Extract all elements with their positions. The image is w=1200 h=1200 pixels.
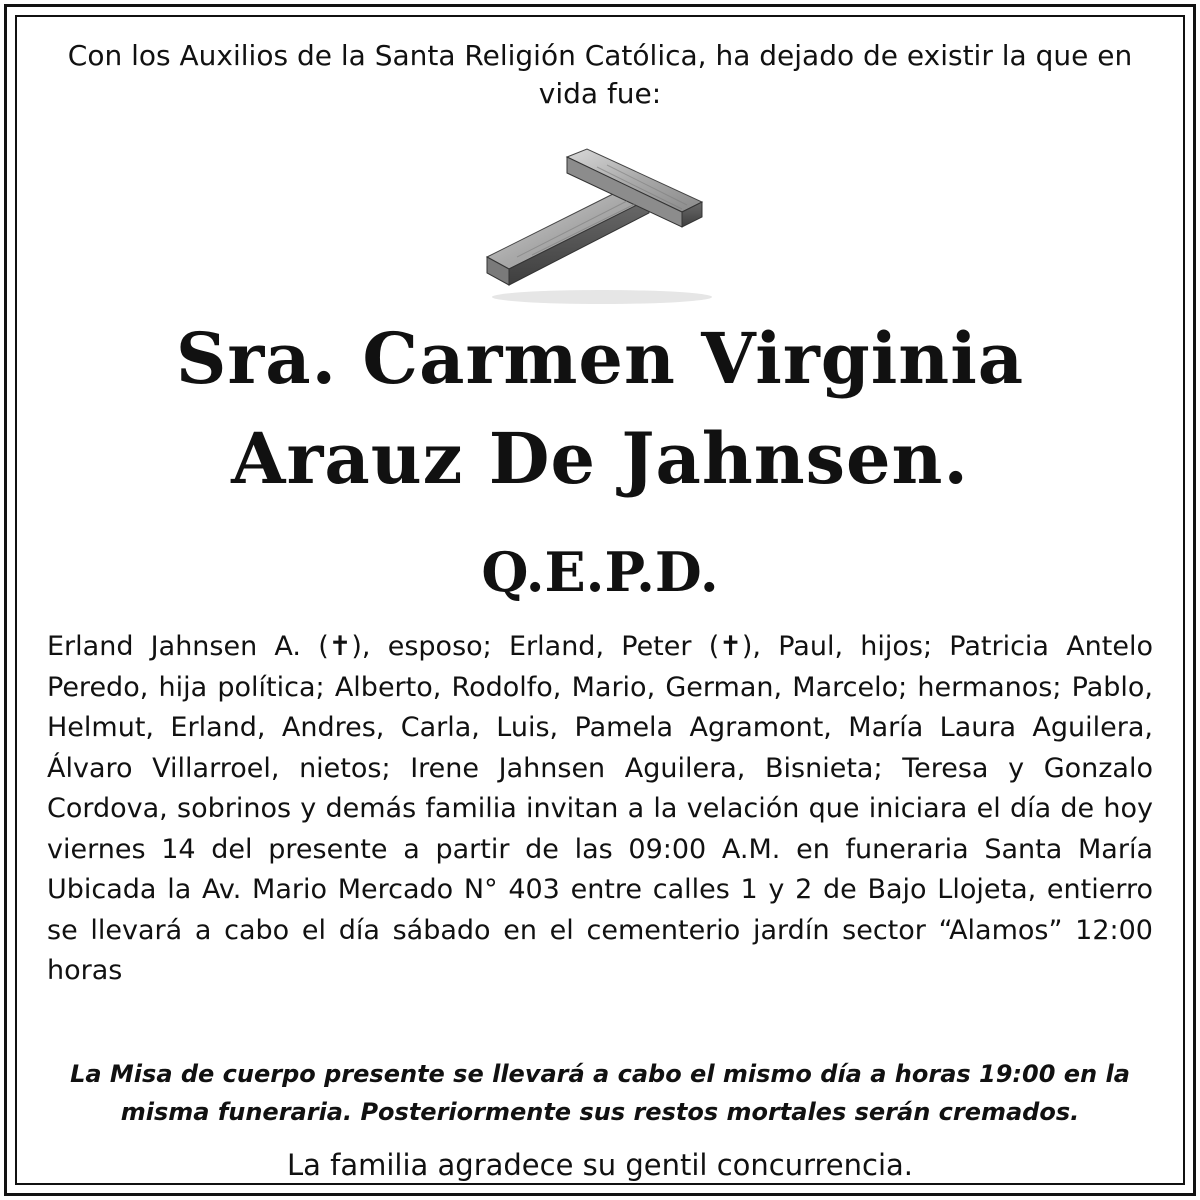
deceased-name-line2: Arauz De Jahnsen. (231, 417, 969, 500)
thanks-line: La familia agradece su gentil concurrencia. (286, 1148, 913, 1182)
mass-note: La Misa de cuerpo presente se llevará a cabo el mismo día a horas 19:00 en la misma funeraria. Posteriormente sus restos mortales serán cremados. (70, 1060, 1130, 1126)
intro-text: Con los Auxilios de la Santa Religión Católica, ha dejado de existir la que en vida fue: (67, 39, 1133, 110)
deceased-name (37, 309, 1163, 509)
wooden-cross-icon (477, 147, 727, 307)
family-announcement-text: Erland Jahnsen A. (✝), esposo; Erland, Peter (✝), Paul, hijos; Patricia Antelo Peredo, hija política; Alberto, Rodolfo, Mario, German, Marcelo; hermanos; Pablo, Helmut, Erland, Andres, Carla, Luis, Pamela Agramont, María Laura Aguilera, Álvaro Villarroel, nietos; Irene Jahnsen Aguilera, Bisnieta; Teresa y Gonzalo Cordova, sobrinos y demás familia invitan a la velación que iniciara el día de hoy viernes 14 del presente a partir de las 09:00 A.M. en funeraria Santa María Ubicada la Av. Mario Mercado N° 403 entre calles 1 y 2 de Bajo Llojeta, entierro se llevará a cabo el día sábado en el cementerio jardín sector “Alamos” 12:00 horas (47, 631, 1153, 986)
qepd-heading: Q.E.P.D. (481, 540, 719, 604)
deceased-name-line1: Sra. Carmen Virginia (175, 317, 1025, 400)
obituary-frame (4, 4, 1196, 1196)
